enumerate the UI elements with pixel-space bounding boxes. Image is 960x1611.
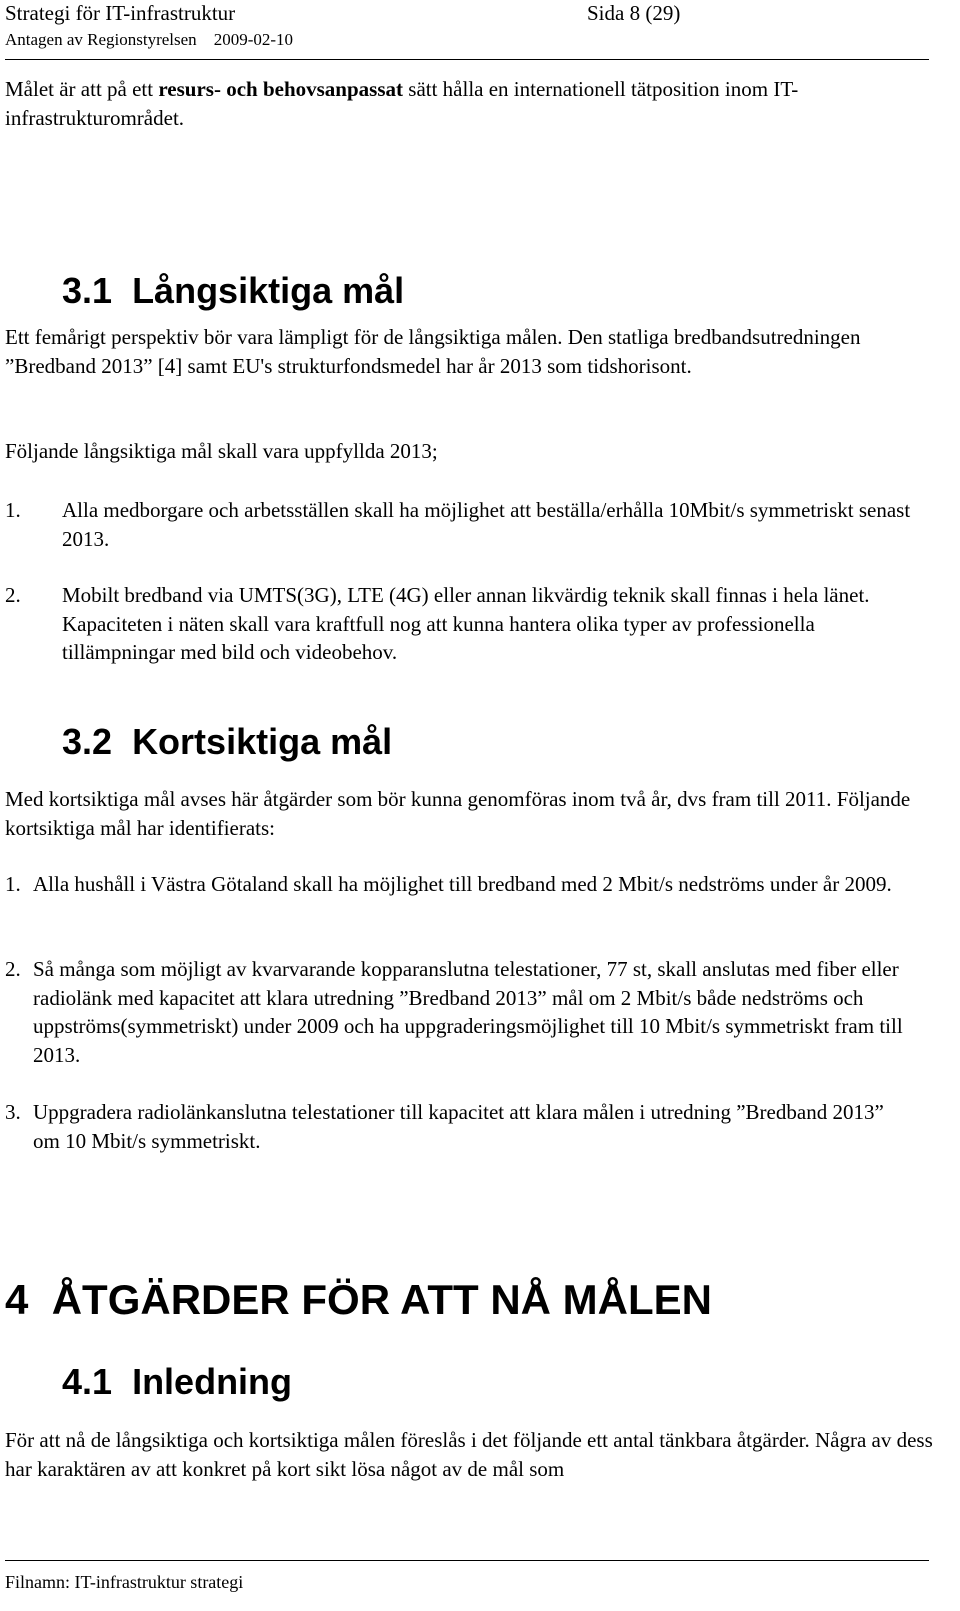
heading-title: Kortsiktiga mål	[132, 721, 393, 762]
heading-4	[5, 1277, 712, 1323]
list-item-number: 3.	[5, 1100, 21, 1124]
list-item	[5, 870, 935, 930]
footer-filename: Filnamn: IT-infrastruktur strategi	[5, 1572, 244, 1592]
paragraph-3-1-b: Följande långsiktiga mål skall vara uppfyllda 2013;	[5, 439, 438, 463]
footer-divider	[5, 1560, 929, 1561]
heading-3-2	[62, 722, 392, 762]
paragraph-3-2: Med kortsiktiga mål avses här åtgärder som bör kunna genomföras inom två år, dvs fram till 2011. Följande kortsiktiga mål har identifierats:	[5, 787, 911, 840]
list-item	[5, 955, 935, 1075]
approval-line	[5, 29, 293, 51]
list-item-text: Alla medborgare och arbetsställen skall ha möjlighet att beställa/erhålla 10Mbit/s symmetriskt senast 2013.	[62, 498, 911, 551]
header-divider	[5, 59, 929, 60]
intro-text-start: Målet är att på ett	[5, 77, 159, 101]
heading-number: 4.1	[62, 1361, 113, 1402]
heading-title: Inledning	[132, 1361, 293, 1402]
intro-paragraph	[5, 75, 935, 132]
heading-number: 3.1	[62, 270, 113, 311]
heading-3-1	[62, 271, 404, 311]
list-item-text: Uppgradera radiolänkanslutna telestationer till kapacitet att klara målen i utredning ”Bredband 2013” om 10 Mbit/s symmetriskt.	[33, 1100, 884, 1153]
list-item	[5, 1098, 935, 1158]
heading-number: 3.2	[62, 721, 113, 762]
intro-bold-text: resurs- och behovsanpassat	[158, 77, 404, 101]
heading-4-1	[62, 1362, 292, 1402]
intro-text-end: sätt hålla en internationell tätposition inom IT-infrastrukturområdet.	[5, 77, 799, 130]
list-item	[5, 496, 935, 556]
document-title: Strategi för IT-infrastruktur	[5, 1, 236, 25]
list-item-number: 1.	[5, 498, 21, 522]
list-item-number: 1.	[5, 872, 21, 896]
page-number: Sida 8 (29)	[587, 1, 681, 25]
approval-text: Antagen av Regionstyrelsen	[5, 30, 197, 49]
paragraph-3-1-a: Ett femårigt perspektiv bör vara lämpligt för de långsiktiga målen. Den statliga bredbandsutredningen ”Bredband 2013” [4] samt EU's strukturfondsmedel har år 2013 som tidshorisont.	[5, 325, 861, 378]
approval-date: 2009-02-10	[213, 30, 294, 49]
list-item-number: 2.	[5, 957, 21, 981]
list-item-number: 2.	[5, 583, 21, 607]
list-item-text: Så många som möjligt av kvarvarande kopparanslutna telestationer, 77 st, skall anslutas med fiber eller radiolänk med kapacitet att klara utredning ”Bredband 2013” mål om 2 Mbit/s både nedströms och uppströms(symmetriskt) under 2009 och ha uppgraderingsmöjlighet till 10 Mbit/s symmetriskt fram till 2013.	[33, 957, 903, 1067]
page-header	[5, 0, 950, 30]
list-item	[5, 581, 935, 671]
list-item-text: Mobilt bredband via UMTS(3G), LTE (4G) eller annan likvärdig teknik skall finnas i hela länet. Kapaciteten i näten skall vara kraftfull nog att kunna hantera olika typer av professionella tillämpningar med bild och videobehov.	[62, 583, 870, 664]
heading-title: ÅTGÄRDER FÖR ATT NÅ MÅLEN	[51, 1276, 712, 1323]
heading-number: 4	[5, 1276, 29, 1323]
heading-title: Långsiktiga mål	[132, 270, 405, 311]
paragraph-4-1: För att nå de långsiktiga och kortsiktiga målen föreslås i det följande ett antal tänkbara åtgärder. Några av dess har karaktären av att konkret på kort sikt lösa något av de mål som	[5, 1428, 933, 1481]
list-item-text: Alla hushåll i Västra Götaland skall ha möjlighet till bredband med 2 Mbit/s nedströms under år 2009.	[33, 872, 892, 896]
